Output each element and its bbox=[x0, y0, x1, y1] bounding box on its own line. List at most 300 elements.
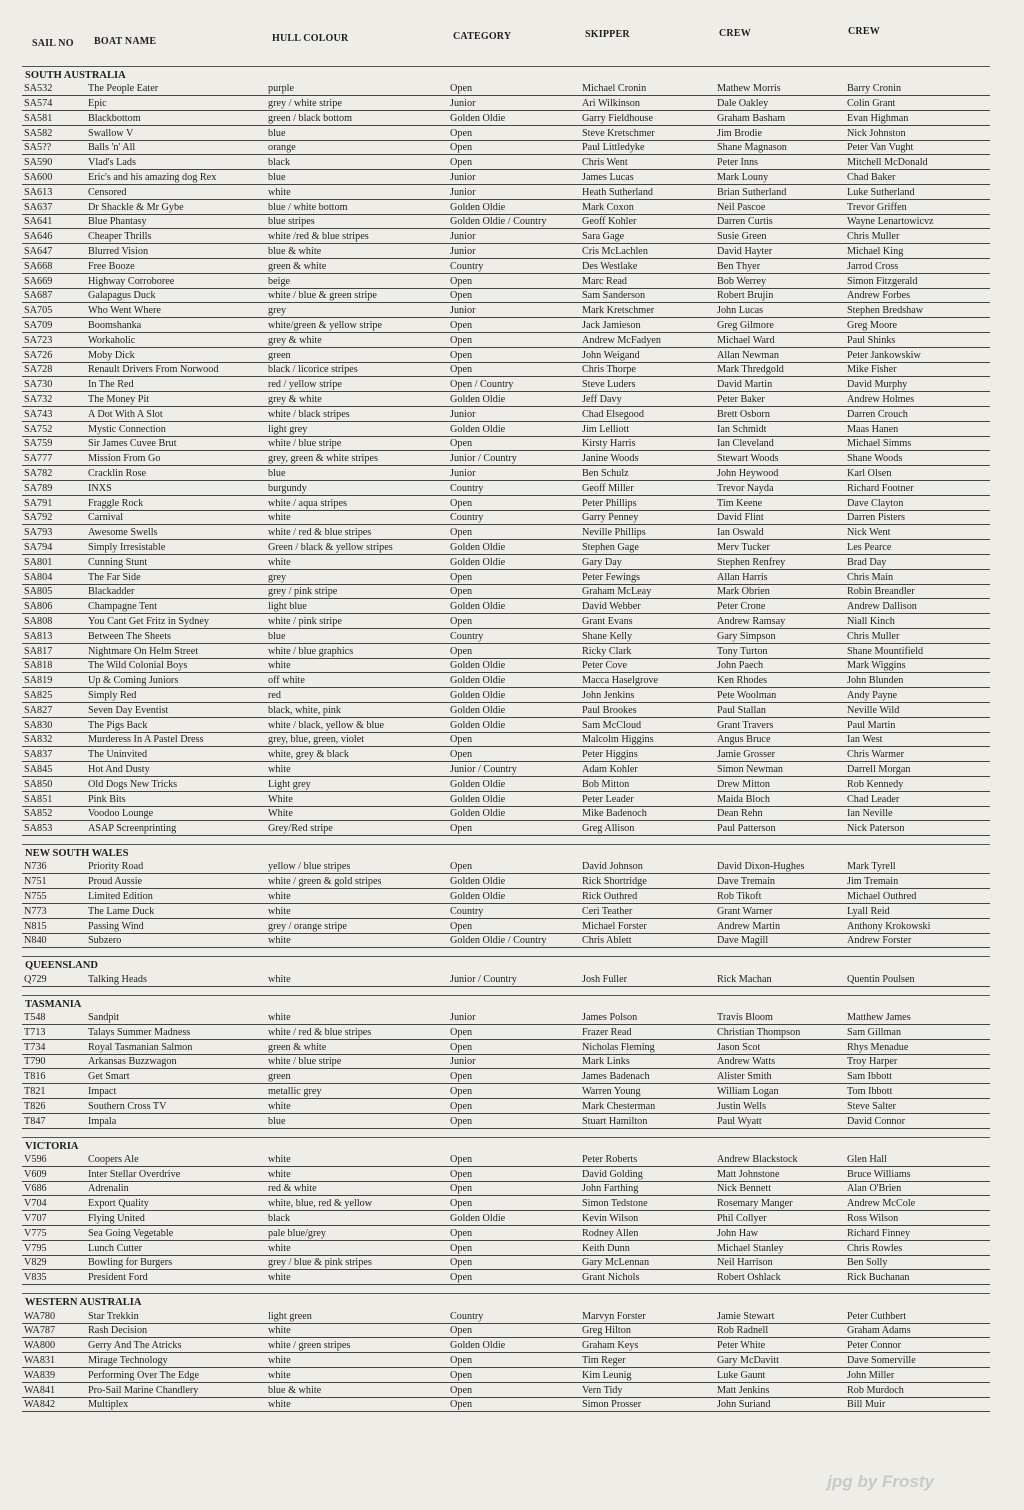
skipper-cell: Chris Ablett bbox=[580, 933, 715, 948]
skipper-cell: Paul Brookes bbox=[580, 702, 715, 717]
sail-no-cell: WA800 bbox=[22, 1338, 86, 1353]
hull-colour-cell: black bbox=[266, 155, 448, 170]
category-cell: Open bbox=[448, 1069, 580, 1084]
skipper-cell: Peter Cove bbox=[580, 658, 715, 673]
sail-no-cell: T713 bbox=[22, 1025, 86, 1040]
hull-colour-cell: white / red & blue stripes bbox=[266, 1025, 448, 1040]
crew-cell: Sam Gillman bbox=[845, 1025, 990, 1040]
crew-cell: David Connor bbox=[845, 1113, 990, 1128]
category-cell: Open bbox=[448, 288, 580, 303]
sail-no-cell: SA837 bbox=[22, 747, 86, 762]
boat-name-cell: Hot And Dusty bbox=[86, 762, 266, 777]
hull-colour-cell: red bbox=[266, 688, 448, 703]
sail-no-cell: SA743 bbox=[22, 407, 86, 422]
skipper-cell: Mark Links bbox=[580, 1054, 715, 1069]
entry-table bbox=[22, 81, 990, 836]
crew-cell: John Haw bbox=[715, 1226, 845, 1241]
table-row bbox=[22, 904, 990, 919]
category-cell: Open bbox=[448, 81, 580, 96]
category-cell: Open bbox=[448, 1226, 580, 1241]
table-row bbox=[22, 599, 990, 614]
crew-cell: Darren Curtis bbox=[715, 214, 845, 229]
hull-colour-cell: yellow / blue stripes bbox=[266, 859, 448, 874]
crew-cell: Paul Stallan bbox=[715, 702, 845, 717]
category-cell: Golden Oldie / Country bbox=[448, 214, 580, 229]
crew-cell: David Hayter bbox=[715, 244, 845, 259]
hull-colour-cell: blue bbox=[266, 1113, 448, 1128]
boat-name-cell: Eric's and his amazing dog Rex bbox=[86, 170, 266, 185]
boat-name-cell: Blackbottom bbox=[86, 111, 266, 126]
skipper-cell: Steve Kretschmer bbox=[580, 125, 715, 140]
skipper-cell: Gary Day bbox=[580, 555, 715, 570]
skipper-cell: Geoff Kohler bbox=[580, 214, 715, 229]
skipper-cell: James Badenach bbox=[580, 1069, 715, 1084]
crew-cell: Andrew Martin bbox=[715, 918, 845, 933]
category-cell: Golden Oldie bbox=[448, 702, 580, 717]
crew-cell: Graham Basham bbox=[715, 111, 845, 126]
table-row bbox=[22, 1270, 990, 1285]
crew-cell: Chris Warmer bbox=[845, 747, 990, 762]
hull-colour-cell: grey bbox=[266, 569, 448, 584]
section-south-australia bbox=[22, 66, 990, 836]
boat-name-cell: Subzero bbox=[86, 933, 266, 948]
sail-no-cell: SA613 bbox=[22, 185, 86, 200]
category-cell: Junior bbox=[448, 170, 580, 185]
hull-colour-cell: blue stripes bbox=[266, 214, 448, 229]
crew-cell: Pete Woolman bbox=[715, 688, 845, 703]
boat-name-cell: Proud Aussie bbox=[86, 874, 266, 889]
skipper-cell: Gary McLennan bbox=[580, 1255, 715, 1270]
sail-no-cell: SA792 bbox=[22, 510, 86, 525]
section-queensland bbox=[22, 956, 990, 986]
sail-no-cell: N755 bbox=[22, 889, 86, 904]
table-row bbox=[22, 874, 990, 889]
table-row bbox=[22, 569, 990, 584]
sail-no-cell: SA777 bbox=[22, 451, 86, 466]
category-cell: Open bbox=[448, 1367, 580, 1382]
sail-no-cell: T734 bbox=[22, 1039, 86, 1054]
sail-no-cell: SA752 bbox=[22, 421, 86, 436]
crew-cell: Darren Crouch bbox=[845, 407, 990, 422]
sail-no-cell: SA818 bbox=[22, 658, 86, 673]
category-cell: Junior bbox=[448, 1010, 580, 1025]
hull-colour-cell: metallic grey bbox=[266, 1084, 448, 1099]
boat-name-cell: ASAP Screenprinting bbox=[86, 821, 266, 836]
crew-cell: Michael Simms bbox=[845, 436, 990, 451]
table-row bbox=[22, 1196, 990, 1211]
boat-name-cell: Simply Red bbox=[86, 688, 266, 703]
hull-colour-cell: white / blue stripe bbox=[266, 1054, 448, 1069]
category-cell: Junior bbox=[448, 244, 580, 259]
category-cell: Junior / Country bbox=[448, 971, 580, 986]
table-row bbox=[22, 1353, 990, 1368]
boat-name-cell: Swallow V bbox=[86, 125, 266, 140]
crew-cell: Jamie Stewart bbox=[715, 1308, 845, 1323]
sail-no-cell: T826 bbox=[22, 1099, 86, 1114]
table-row bbox=[22, 244, 990, 259]
hull-colour-cell: White bbox=[266, 806, 448, 821]
state-sections bbox=[22, 66, 990, 1412]
crew-header-2: CREW bbox=[848, 26, 880, 37]
boat-name-cell: The Money Pit bbox=[86, 392, 266, 407]
category-cell: Golden Oldie bbox=[448, 199, 580, 214]
boat-name-cell: Pink Bits bbox=[86, 791, 266, 806]
hull-colour-cell: grey & white bbox=[266, 392, 448, 407]
crew-cell: Maida Bloch bbox=[715, 791, 845, 806]
skipper-cell: Nicholas Fleming bbox=[580, 1039, 715, 1054]
table-row bbox=[22, 643, 990, 658]
crew-cell: Colin Grant bbox=[845, 96, 990, 111]
boat-name-cell: Fraggle Rock bbox=[86, 495, 266, 510]
crew-cell: Rick Buchanan bbox=[845, 1270, 990, 1285]
boat-name-cell: Blue Phantasy bbox=[86, 214, 266, 229]
boat-name-cell: Free Booze bbox=[86, 259, 266, 274]
crew-cell: Andrew Watts bbox=[715, 1054, 845, 1069]
crew-cell: Graham Adams bbox=[845, 1323, 990, 1338]
crew-cell: Anthony Krokowski bbox=[845, 918, 990, 933]
crew-cell: Peter Crone bbox=[715, 599, 845, 614]
crew-cell: Ian Oswald bbox=[715, 525, 845, 540]
crew-cell: Jason Scot bbox=[715, 1039, 845, 1054]
table-row bbox=[22, 555, 990, 570]
crew-cell: Mark Wiggins bbox=[845, 658, 990, 673]
crew-cell: Travis Bloom bbox=[715, 1010, 845, 1025]
crew-cell: Ross Wilson bbox=[845, 1211, 990, 1226]
category-cell: Open bbox=[448, 732, 580, 747]
crew-cell: Drew Mitton bbox=[715, 776, 845, 791]
skipper-cell: Grant Nichols bbox=[580, 1270, 715, 1285]
category-cell: Golden Oldie bbox=[448, 717, 580, 732]
skipper-cell: Geoff Miller bbox=[580, 481, 715, 496]
crew-cell: Nick Paterson bbox=[845, 821, 990, 836]
crew-cell: Paul Martin bbox=[845, 717, 990, 732]
category-cell: Open bbox=[448, 140, 580, 155]
skipper-header: SKIPPER bbox=[585, 29, 630, 40]
crew-cell: Dave Tremain bbox=[715, 874, 845, 889]
crew-cell: Peter Inns bbox=[715, 155, 845, 170]
boat-name-cell: Talking Heads bbox=[86, 971, 266, 986]
category-cell: Open bbox=[448, 1152, 580, 1167]
table-row bbox=[22, 481, 990, 496]
skipper-cell: John Jenkins bbox=[580, 688, 715, 703]
sail-no-cell: N815 bbox=[22, 918, 86, 933]
category-cell: Golden Oldie bbox=[448, 673, 580, 688]
sail-no-cell: SA852 bbox=[22, 806, 86, 821]
crew-cell: Mark Obrien bbox=[715, 584, 845, 599]
skipper-cell: Keith Dunn bbox=[580, 1240, 715, 1255]
skipper-cell: Macca Haselgrove bbox=[580, 673, 715, 688]
crew-cell: Darrell Morgan bbox=[845, 762, 990, 777]
skipper-cell: John Weigand bbox=[580, 347, 715, 362]
category-cell: Open bbox=[448, 273, 580, 288]
crew-cell: Maas Hanen bbox=[845, 421, 990, 436]
boat-name-cell: Sea Going Vegetable bbox=[86, 1226, 266, 1241]
hull-colour-cell: white bbox=[266, 971, 448, 986]
boat-name-cell: Censored bbox=[86, 185, 266, 200]
skipper-cell: James Polson bbox=[580, 1010, 715, 1025]
crew-cell: Shane Magnason bbox=[715, 140, 845, 155]
category-cell: Open bbox=[448, 436, 580, 451]
crew-cell: Brad Day bbox=[845, 555, 990, 570]
category-cell: Open bbox=[448, 643, 580, 658]
section-victoria bbox=[22, 1137, 990, 1286]
category-cell: Open bbox=[448, 1270, 580, 1285]
skipper-cell: Graham Keys bbox=[580, 1338, 715, 1353]
category-cell: Open bbox=[448, 1181, 580, 1196]
crew-cell: Grant Warner bbox=[715, 904, 845, 919]
table-row bbox=[22, 614, 990, 629]
hull-colour-cell: white bbox=[266, 658, 448, 673]
sail-no-cell: SA723 bbox=[22, 333, 86, 348]
crew-cell: Ian Cleveland bbox=[715, 436, 845, 451]
category-cell: Open bbox=[448, 918, 580, 933]
entry-table bbox=[22, 1010, 990, 1129]
boat-name-header: BOAT NAME bbox=[94, 36, 157, 47]
crew-cell: Evan Highman bbox=[845, 111, 990, 126]
hull-colour-cell: blue / white bottom bbox=[266, 199, 448, 214]
category-cell: Open bbox=[448, 347, 580, 362]
entry-table bbox=[22, 1308, 990, 1412]
crew-cell: Allan Harris bbox=[715, 569, 845, 584]
skipper-cell: Ben Schulz bbox=[580, 466, 715, 481]
sail-no-cell: SA827 bbox=[22, 702, 86, 717]
sail-no-cell: SA668 bbox=[22, 259, 86, 274]
crew-cell: Richard Finney bbox=[845, 1226, 990, 1241]
sail-no-cell: SA687 bbox=[22, 288, 86, 303]
sail-no-cell: V835 bbox=[22, 1270, 86, 1285]
boat-name-cell: Impact bbox=[86, 1084, 266, 1099]
crew-cell: Wayne Lenartowicvz bbox=[845, 214, 990, 229]
skipper-cell: Jim Lelliott bbox=[580, 421, 715, 436]
boat-name-cell: Adrenalin bbox=[86, 1181, 266, 1196]
table-row bbox=[22, 717, 990, 732]
table-row bbox=[22, 688, 990, 703]
category-cell: Open bbox=[448, 747, 580, 762]
crew-cell: Ben Solly bbox=[845, 1255, 990, 1270]
table-row bbox=[22, 732, 990, 747]
crew-cell: Peter Van Vught bbox=[845, 140, 990, 155]
section-heading: TASMANIA bbox=[22, 995, 990, 1010]
boat-name-cell: Moby Dick bbox=[86, 347, 266, 362]
skipper-cell: Ari Wilkinson bbox=[580, 96, 715, 111]
skipper-cell: Chad Elsegood bbox=[580, 407, 715, 422]
crew-cell: Niall Kinch bbox=[845, 614, 990, 629]
sail-no-cell: SA581 bbox=[22, 111, 86, 126]
section-heading: QUEENSLAND bbox=[22, 956, 990, 971]
hull-colour-cell: white / aqua stripes bbox=[266, 495, 448, 510]
crew-cell: Matt Jenkins bbox=[715, 1382, 845, 1397]
hull-colour-cell: blue & white bbox=[266, 1382, 448, 1397]
hull-colour-cell: light blue bbox=[266, 599, 448, 614]
hull-colour-cell: grey & white bbox=[266, 333, 448, 348]
crew-cell: John Paech bbox=[715, 658, 845, 673]
skipper-cell: Des Westlake bbox=[580, 259, 715, 274]
table-row bbox=[22, 673, 990, 688]
skipper-cell: Heath Sutherland bbox=[580, 185, 715, 200]
crew-cell: Michael King bbox=[845, 244, 990, 259]
crew-cell: Dean Rehn bbox=[715, 806, 845, 821]
crew-cell: Luke Gaunt bbox=[715, 1367, 845, 1382]
skipper-cell: Vern Tidy bbox=[580, 1382, 715, 1397]
hull-colour-cell: white bbox=[266, 1353, 448, 1368]
category-cell: Open bbox=[448, 569, 580, 584]
hull-colour-cell: grey / orange stripe bbox=[266, 918, 448, 933]
boat-name-cell: Cracklin Rose bbox=[86, 466, 266, 481]
crew-cell: Jim Tremain bbox=[845, 874, 990, 889]
category-cell: Junior bbox=[448, 303, 580, 318]
table-row bbox=[22, 1338, 990, 1353]
sail-no-cell: SA813 bbox=[22, 628, 86, 643]
sail-no-cell: WA842 bbox=[22, 1397, 86, 1412]
category-cell: Open bbox=[448, 333, 580, 348]
skipper-cell: Marvyn Forster bbox=[580, 1308, 715, 1323]
table-row bbox=[22, 273, 990, 288]
table-row bbox=[22, 214, 990, 229]
boat-name-cell: Talays Summer Madness bbox=[86, 1025, 266, 1040]
hull-colour-cell: beige bbox=[266, 273, 448, 288]
skipper-cell: James Lucas bbox=[580, 170, 715, 185]
boat-name-cell: Blurred Vision bbox=[86, 244, 266, 259]
boat-name-cell: Who Went Where bbox=[86, 303, 266, 318]
crew-cell: Sam Ibbott bbox=[845, 1069, 990, 1084]
hull-colour-cell: white / pink stripe bbox=[266, 614, 448, 629]
sail-no-cell: SA851 bbox=[22, 791, 86, 806]
skipper-cell: Jack Jamieson bbox=[580, 318, 715, 333]
skipper-cell: Graham McLeay bbox=[580, 584, 715, 599]
crew-cell: Rick Machan bbox=[715, 971, 845, 986]
skipper-cell: Kirsty Harris bbox=[580, 436, 715, 451]
category-header: CATEGORY bbox=[453, 31, 512, 42]
boat-name-cell: The Lame Duck bbox=[86, 904, 266, 919]
boat-name-cell: Awesome Swells bbox=[86, 525, 266, 540]
hull-colour-cell: blue bbox=[266, 628, 448, 643]
boat-name-cell: The Uninvited bbox=[86, 747, 266, 762]
skipper-cell: Tim Reger bbox=[580, 1353, 715, 1368]
crew-cell: Michael Ward bbox=[715, 333, 845, 348]
boat-name-cell: Seven Day Eventist bbox=[86, 702, 266, 717]
crew-cell: John Heywood bbox=[715, 466, 845, 481]
category-cell: Golden Oldie / Country bbox=[448, 933, 580, 948]
crew-cell: John Blunden bbox=[845, 673, 990, 688]
crew-cell: Robert Oshlack bbox=[715, 1270, 845, 1285]
category-cell: Golden Oldie bbox=[448, 421, 580, 436]
skipper-cell: Peter Phillips bbox=[580, 495, 715, 510]
boat-name-cell: Southern Cross TV bbox=[86, 1099, 266, 1114]
skipper-cell: Neville Phillips bbox=[580, 525, 715, 540]
hull-colour-cell: black / licorice stripes bbox=[266, 362, 448, 377]
crew-cell: Simon Fitzgerald bbox=[845, 273, 990, 288]
skipper-cell: Chris Went bbox=[580, 155, 715, 170]
crew-cell: Simon Newman bbox=[715, 762, 845, 777]
section-western-australia bbox=[22, 1293, 990, 1412]
skipper-cell: Peter Higgins bbox=[580, 747, 715, 762]
hull-colour-header: HULL COLOUR bbox=[272, 33, 349, 44]
table-row bbox=[22, 111, 990, 126]
hull-colour-cell: white / green stripes bbox=[266, 1338, 448, 1353]
boat-name-cell: The Wild Colonial Boys bbox=[86, 658, 266, 673]
boat-name-cell: In The Red bbox=[86, 377, 266, 392]
crew-cell: Stephen Bredshaw bbox=[845, 303, 990, 318]
hull-colour-cell: white / black, yellow & blue bbox=[266, 717, 448, 732]
crew-cell: Bob Werrey bbox=[715, 273, 845, 288]
skipper-cell: Sara Gage bbox=[580, 229, 715, 244]
sail-no-cell: T548 bbox=[22, 1010, 86, 1025]
crew-cell: Mike Fisher bbox=[845, 362, 990, 377]
crew-header-1: CREW bbox=[719, 28, 751, 39]
crew-cell: Lyall Reid bbox=[845, 904, 990, 919]
sail-no-cell: SA732 bbox=[22, 392, 86, 407]
boat-name-cell: Cunning Stunt bbox=[86, 555, 266, 570]
hull-colour-cell: white, grey & black bbox=[266, 747, 448, 762]
boat-name-cell: Export Quality bbox=[86, 1196, 266, 1211]
crew-cell: Brett Osborn bbox=[715, 407, 845, 422]
hull-colour-cell: Light grey bbox=[266, 776, 448, 791]
crew-cell: Peter White bbox=[715, 1338, 845, 1353]
crew-cell: Rob Kennedy bbox=[845, 776, 990, 791]
table-row bbox=[22, 806, 990, 821]
sail-no-cell: SA728 bbox=[22, 362, 86, 377]
crew-cell: Susie Green bbox=[715, 229, 845, 244]
crew-cell: Andy Payne bbox=[845, 688, 990, 703]
boat-name-cell: Carnival bbox=[86, 510, 266, 525]
hull-colour-cell: red / yellow stripe bbox=[266, 377, 448, 392]
table-row bbox=[22, 540, 990, 555]
table-row bbox=[22, 318, 990, 333]
category-cell: Open bbox=[448, 318, 580, 333]
hull-colour-cell: white / green & gold stripes bbox=[266, 874, 448, 889]
sail-no-cell: SA726 bbox=[22, 347, 86, 362]
entry-list bbox=[22, 24, 990, 1412]
sail-no-cell: V775 bbox=[22, 1226, 86, 1241]
crew-cell: Ian Neville bbox=[845, 806, 990, 821]
table-row bbox=[22, 762, 990, 777]
table-row bbox=[22, 933, 990, 948]
crew-cell: Robert Brujin bbox=[715, 288, 845, 303]
skipper-cell: Steve Luders bbox=[580, 377, 715, 392]
table-row bbox=[22, 347, 990, 362]
crew-cell: Rob Radnell bbox=[715, 1323, 845, 1338]
crew-cell: Darren Pisters bbox=[845, 510, 990, 525]
crew-cell: Ken Rhodes bbox=[715, 673, 845, 688]
hull-colour-cell: white bbox=[266, 1270, 448, 1285]
crew-cell: David Martin bbox=[715, 377, 845, 392]
hull-colour-cell: Grey/Red stripe bbox=[266, 821, 448, 836]
category-cell: Open bbox=[448, 495, 580, 510]
hull-colour-cell: white bbox=[266, 185, 448, 200]
boat-name-cell: Mirage Technology bbox=[86, 1353, 266, 1368]
boat-name-cell: Mission From Go bbox=[86, 451, 266, 466]
boat-name-cell: Sandpit bbox=[86, 1010, 266, 1025]
section-tasmania bbox=[22, 995, 990, 1129]
category-cell: Country bbox=[448, 481, 580, 496]
category-cell: Golden Oldie bbox=[448, 791, 580, 806]
crew-cell: Andrew Forster bbox=[845, 933, 990, 948]
boat-name-cell: Champagne Tent bbox=[86, 599, 266, 614]
crew-cell: Les Pearce bbox=[845, 540, 990, 555]
skipper-cell: Jeff Davy bbox=[580, 392, 715, 407]
category-cell: Golden Oldie bbox=[448, 1211, 580, 1226]
crew-cell: Mathew Morris bbox=[715, 81, 845, 96]
boat-name-cell: Simply Irresistable bbox=[86, 540, 266, 555]
crew-cell: Rob Murdoch bbox=[845, 1382, 990, 1397]
sail-no-cell: T821 bbox=[22, 1084, 86, 1099]
boat-name-cell: You Cant Get Fritz in Sydney bbox=[86, 614, 266, 629]
table-row bbox=[22, 303, 990, 318]
hull-colour-cell: red & white bbox=[266, 1181, 448, 1196]
crew-cell: John Suriand bbox=[715, 1397, 845, 1412]
table-row bbox=[22, 658, 990, 673]
table-row bbox=[22, 1308, 990, 1323]
